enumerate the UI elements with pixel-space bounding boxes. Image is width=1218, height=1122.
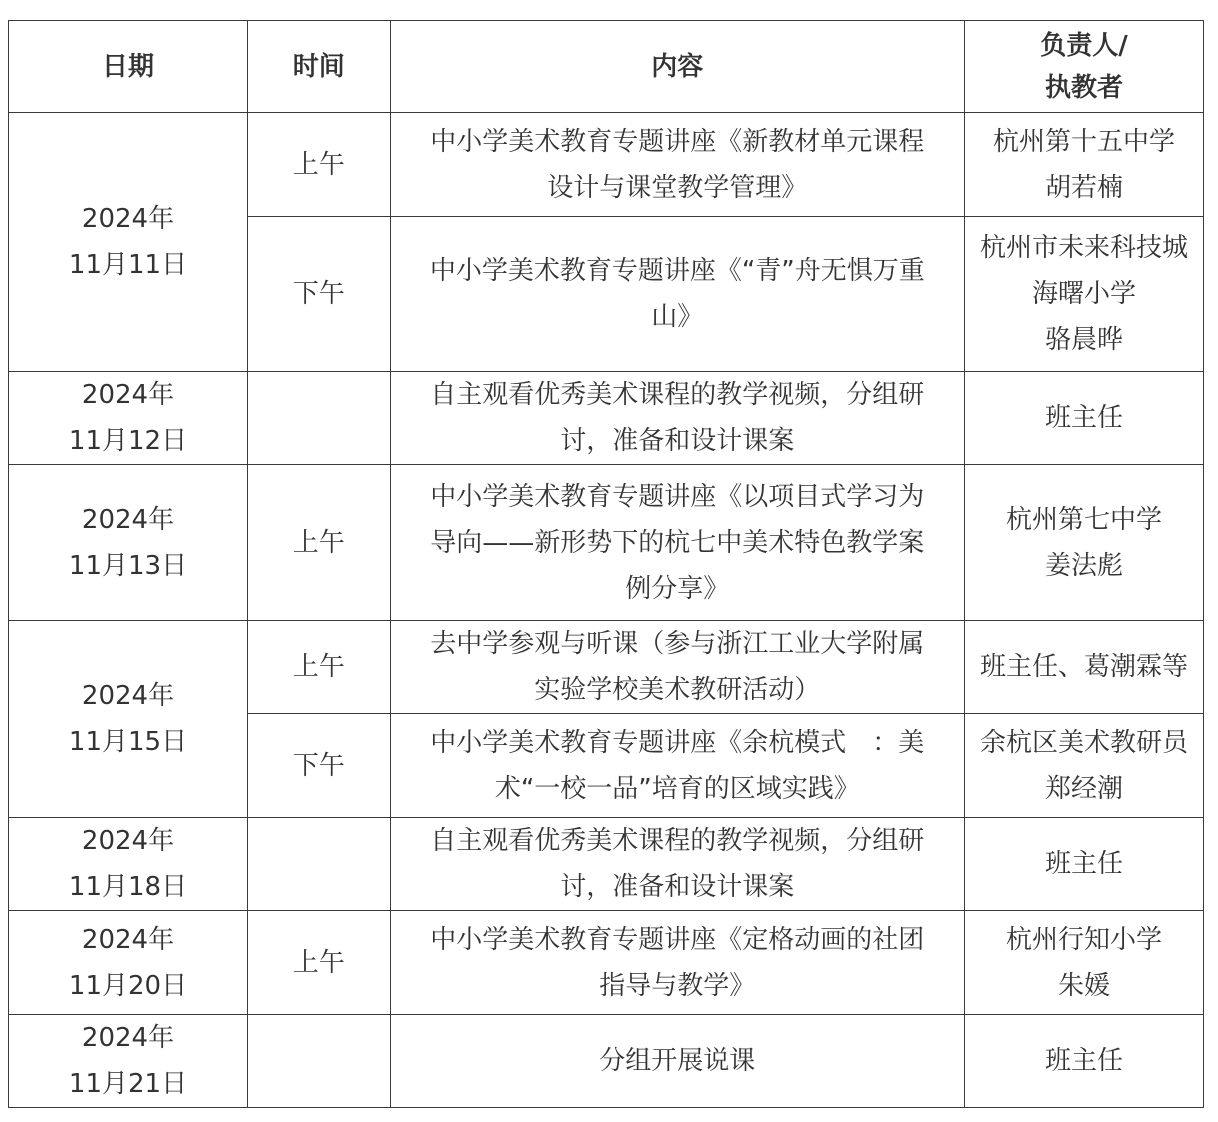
time-cell: 下午 <box>248 217 391 372</box>
owner-line: 朱媛 <box>1057 970 1110 1001</box>
content-cell <box>390 113 964 217</box>
content-line: 自主观看优秀美术课程的教学视频，分组研 <box>430 826 925 856</box>
owner-cell <box>964 911 1203 1015</box>
content-cell <box>390 372 964 465</box>
table-row <box>9 113 1204 217</box>
owner-line: 班主任 <box>1044 1046 1123 1076</box>
owner-cell <box>964 372 1203 465</box>
table-row <box>9 1015 1204 1108</box>
content-line: 指导与教学》 <box>599 970 756 1001</box>
table-row <box>9 465 1204 621</box>
date-year: 2024年 <box>81 1023 175 1053</box>
owner-line: 杭州行知小学 <box>1005 924 1162 955</box>
content-line: 中小学美术教育专题讲座《新教材单元课程 <box>430 126 925 157</box>
owner-cell <box>964 217 1203 372</box>
header-time: 时间 <box>248 21 391 113</box>
header-owner-line2: 执教者 <box>1044 72 1123 103</box>
owner-cell <box>964 714 1203 818</box>
owner-cell <box>964 621 1203 714</box>
date-year: 2024年 <box>81 826 175 856</box>
date-day: 11月12日 <box>68 426 188 456</box>
content-cell <box>390 217 964 372</box>
date-year: 2024年 <box>81 681 175 711</box>
content-cell <box>390 714 964 818</box>
content-cell <box>390 1015 964 1108</box>
content-cell <box>390 621 964 714</box>
content-line: 去中学参观与听课（参与浙江工业大学附属 <box>430 629 925 659</box>
content-cell <box>390 465 964 621</box>
date-cell <box>9 911 248 1015</box>
owner-line: 姜法彪 <box>1044 550 1123 581</box>
time-cell <box>248 372 391 465</box>
table-row <box>9 818 1204 911</box>
table-row <box>9 621 1204 714</box>
content-line: 讨，准备和设计课案 <box>560 426 795 456</box>
time-cell <box>248 1015 391 1108</box>
schedule-table <box>8 20 1204 1108</box>
owner-line: 班主任、葛潮霖等 <box>979 652 1188 682</box>
date-day: 11月15日 <box>68 727 188 757</box>
content-line: 导向——新形势下的杭七中美术特色教学案 <box>430 527 925 558</box>
header-date: 日期 <box>9 21 248 113</box>
time-cell: 上午 <box>248 113 391 217</box>
content-line: 实验学校美术教研活动） <box>534 675 821 705</box>
date-year: 2024年 <box>81 380 175 410</box>
header-owner-line1: 负责人/ <box>1040 30 1128 61</box>
content-line: 中小学美术教育专题讲座《定格动画的社团 <box>430 924 925 955</box>
content-line: 设计与课堂教学管理》 <box>547 172 808 203</box>
time-cell <box>248 818 391 911</box>
content-line: 术“一校一品”培育的区域实践》 <box>494 773 860 804</box>
date-day: 11月20日 <box>68 970 188 1001</box>
content-line: 中小学美术教育专题讲座《“青”舟无惧万重 <box>429 256 925 286</box>
content-line: 分组开展说课 <box>599 1046 756 1076</box>
content-line: 山》 <box>651 302 704 332</box>
content-line: 例分享》 <box>625 573 730 604</box>
owner-line: 胡若楠 <box>1044 172 1123 203</box>
owner-line: 杭州市未来科技城 <box>979 233 1188 263</box>
content-line: 中小学美术教育专题讲座《余杭模式 ：美 <box>430 727 925 758</box>
owner-cell <box>964 818 1203 911</box>
date-cell <box>9 1015 248 1108</box>
content-line: 自主观看优秀美术课程的教学视频，分组研 <box>430 380 925 410</box>
date-day: 11月11日 <box>68 250 188 280</box>
date-cell <box>9 372 248 465</box>
owner-line: 骆晨晔 <box>1044 325 1123 355</box>
owner-line: 余杭区美术教研员 <box>979 727 1188 758</box>
owner-line: 班主任 <box>1044 403 1123 433</box>
date-day: 11月21日 <box>68 1069 188 1099</box>
date-cell <box>9 113 248 372</box>
header-owner <box>964 21 1203 113</box>
content-cell <box>390 911 964 1015</box>
owner-line: 杭州第十五中学 <box>992 126 1175 157</box>
date-cell <box>9 621 248 818</box>
owner-line: 班主任 <box>1044 849 1123 879</box>
time-cell: 上午 <box>248 621 391 714</box>
owner-line: 海曙小学 <box>1031 279 1136 309</box>
date-cell <box>9 465 248 621</box>
date-day: 11月18日 <box>68 872 188 902</box>
time-cell: 上午 <box>248 911 391 1015</box>
date-year: 2024年 <box>81 504 175 535</box>
owner-line: 杭州第七中学 <box>1005 504 1162 535</box>
content-line: 中小学美术教育专题讲座《以项目式学习为 <box>430 481 925 512</box>
owner-cell <box>964 113 1203 217</box>
content-cell <box>390 818 964 911</box>
date-day: 11月13日 <box>68 550 188 581</box>
header-row <box>9 21 1204 113</box>
date-year: 2024年 <box>81 204 175 234</box>
date-cell <box>9 818 248 911</box>
table-row <box>9 372 1204 465</box>
table-row <box>9 911 1204 1015</box>
time-cell: 下午 <box>248 714 391 818</box>
time-cell: 上午 <box>248 465 391 621</box>
owner-cell <box>964 465 1203 621</box>
date-year: 2024年 <box>81 924 175 955</box>
owner-cell <box>964 1015 1203 1108</box>
content-line: 讨，准备和设计课案 <box>560 872 795 902</box>
header-content: 内容 <box>390 21 964 113</box>
owner-line: 郑经潮 <box>1044 773 1123 804</box>
